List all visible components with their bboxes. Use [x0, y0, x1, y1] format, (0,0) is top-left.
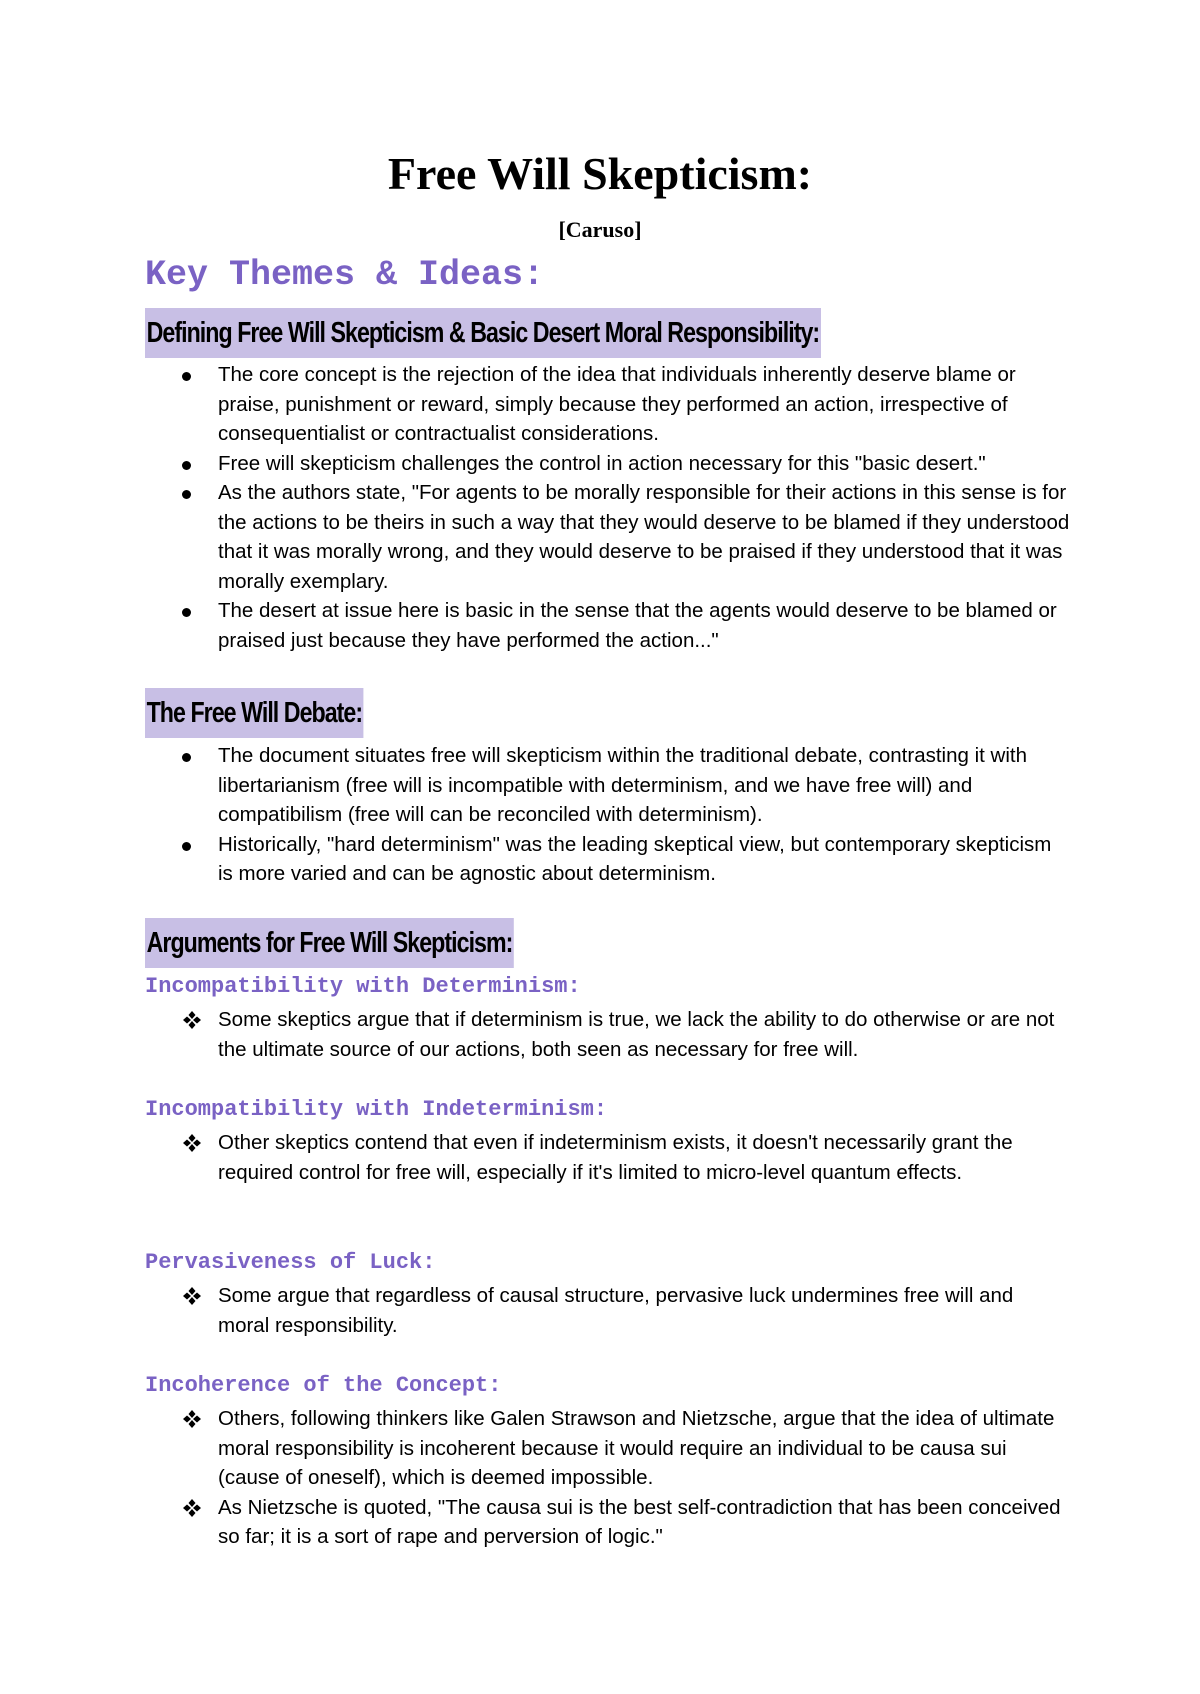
document-author: [Caruso]: [558, 217, 642, 242]
section-heading-arguments: Arguments for Free Will Skepticism:: [145, 918, 514, 968]
diamond-bullet-icon: [182, 1409, 202, 1429]
list-item: [0, 1281, 1200, 1340]
list-item-text: The core concept is the rejection of the idea that individuals inherently deserve blame or praise, punishment or reward, simply because they performed an action, irrespective of consequentialist or contractualist considerations.: [218, 363, 1016, 445]
bullet-icon: [182, 490, 191, 499]
subheading-determinism: Incompatibility with Determinism:: [145, 974, 581, 999]
list-item-text: Others, following thinkers like Galen Strawson and Nietzsche, argue that the idea of ultimate moral responsibility is incoherent because it would require an individual to be causa sui (cause of oneself), which is deemed impossible.: [218, 1407, 1055, 1489]
section-heading-defining: Defining Free Will Skepticism & Basic Desert Moral Responsibility:: [145, 308, 821, 358]
list-item-text: As the authors state, "For agents to be morally responsible for their actions in this sense is for the actions to be theirs in such a way that they would deserve to be blamed if they understood that it was morally wrong, and they would deserve to be praised if they understood that it was morally exemplary.: [218, 481, 1070, 593]
list-item-text: The desert at issue here is basic in the sense that the agents would deserve to be blamed or praised just because they have performed the action...": [218, 599, 1057, 652]
diamond-list-luck: [0, 1281, 1200, 1340]
list-item-text: The document situates free will skepticism within the traditional debate, contrasting it with libertarianism (free will is incompatible with determinism, and we have free will) and compatibilism (free will can be reconciled with determinism).: [218, 744, 1027, 826]
diamond-bullet-icon: [182, 1010, 202, 1030]
list-item: [0, 360, 1200, 449]
bullet-icon: [182, 608, 191, 617]
bullet-list-defining: [0, 360, 1200, 655]
bullet-icon: [182, 842, 191, 851]
list-item-text: Historically, "hard determinism" was the leading skeptical view, but contemporary skepticism is more varied and can be agnostic about determinism.: [218, 832, 1052, 885]
list-item-text: Free will skepticism challenges the control in action necessary for this "basic desert.": [218, 451, 986, 475]
list-item: [0, 596, 1200, 655]
diamond-list-incoherence: [0, 1404, 1200, 1552]
bullet-list-debate: [0, 741, 1200, 889]
list-item-text: Some argue that regardless of causal structure, pervasive luck undermines free will and moral responsibility.: [218, 1284, 1014, 1337]
list-item-text: As Nietzsche is quoted, "The causa sui is the best self-contradiction that has been conceived so far; it is a sort of rape and perversion of logic.": [218, 1495, 1061, 1548]
diamond-list-determinism: [0, 1005, 1200, 1064]
key-themes-heading: Key Themes & Ideas:: [145, 255, 545, 295]
document-title: Free Will Skepticism:: [387, 148, 813, 199]
list-item: [0, 1493, 1200, 1552]
list-item-text: Some skeptics argue that if determinism is true, we lack the ability to do otherwise or are not the ultimate source of our actions, both seen as necessary for free will.: [218, 1008, 1055, 1061]
list-item: [0, 830, 1200, 889]
diamond-bullet-icon: [182, 1133, 202, 1153]
subheading-indeterminism: Incompatibility with Indeterminism:: [145, 1097, 608, 1122]
list-item: [0, 449, 1200, 479]
diamond-list-indeterminism: [0, 1128, 1200, 1187]
bullet-icon: [182, 753, 191, 762]
list-item: [0, 1128, 1200, 1187]
section-heading-debate: The Free Will Debate:: [145, 688, 364, 738]
list-item: [0, 1005, 1200, 1064]
list-item: [0, 741, 1200, 830]
list-item: [0, 1404, 1200, 1493]
subheading-incoherence: Incoherence of the Concept:: [145, 1373, 502, 1398]
bullet-icon: [182, 372, 191, 381]
bullet-icon: [182, 461, 191, 470]
diamond-bullet-icon: [182, 1286, 202, 1306]
list-item: [0, 478, 1200, 596]
diamond-bullet-icon: [182, 1498, 202, 1518]
list-item-text: Other skeptics contend that even if indeterminism exists, it doesn't necessarily grant the required control for free will, especially if it's limited to micro-level quantum effects.: [218, 1131, 1013, 1184]
subheading-luck: Pervasiveness of Luck:: [145, 1250, 436, 1275]
